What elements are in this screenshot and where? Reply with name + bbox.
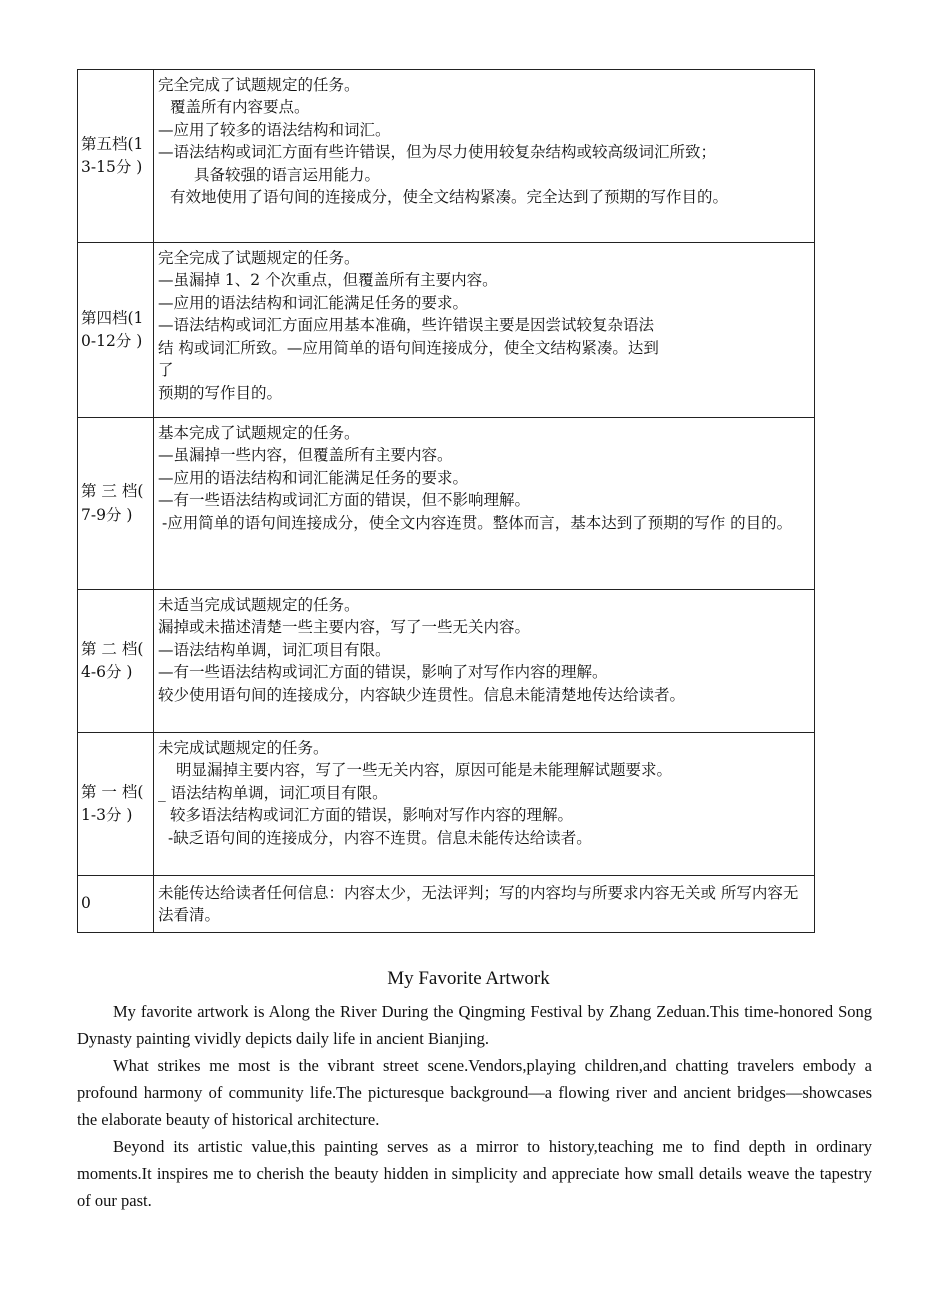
rubric-row-band-3 <box>78 418 815 590</box>
criterion-line: —语法结构单调，词汇项目有限。 <box>158 640 391 659</box>
band-label: 第五档(13-15分 ) <box>78 70 154 243</box>
criterion-line: —应用了较多的语法结构和词汇。 <box>158 120 391 139</box>
band-description <box>154 733 815 876</box>
criterion-line: 未完成试题规定的任务。 <box>158 739 329 757</box>
criterion-line: 较多语法结构或词汇方面的错误，影响对写作内容的理解。 <box>170 806 574 825</box>
band-description <box>154 590 815 733</box>
criterion-line: 完全完成了试题规定的任务。 <box>158 249 360 267</box>
criterion-line: 完全完成了试题规定的任务。 <box>158 76 360 94</box>
band-description <box>154 243 815 418</box>
criterion-line: 基本完成了试题规定的任务。 <box>158 424 360 442</box>
criterion-line: —语法结构或词汇方面有些许错误，但为尽力使用较复杂结构或较高级词汇所致； <box>158 143 717 162</box>
criterion-line: 预期的写作目的。 <box>158 383 283 402</box>
criterion-line: —应用的语法结构和词汇能满足任务的要求。 <box>158 293 469 312</box>
rubric-row-band-4 <box>78 243 815 418</box>
criterion-line: 漏掉或未描述清楚一些主要内容，写了一些无关内容。 <box>158 618 531 637</box>
band-description <box>154 70 815 243</box>
criterion-line: 了 <box>158 361 174 380</box>
criterion-line: 未能传达给读者任何信息：内容太少，无法评判；写的内容均与所要求内容无关或 所写内容无法看清。 <box>158 883 799 924</box>
rubric-row-band-1 <box>78 733 815 876</box>
rubric-row-band-5 <box>78 70 815 243</box>
criterion-line: 有效地使用了语句间的连接成分，使全文结构紧凑。完全达到了预期的写作目的。 <box>170 188 729 207</box>
band-label: 第四档(10-12分 ) <box>78 243 154 418</box>
criterion-line: 未适当完成试题规定的任务。 <box>158 596 360 614</box>
band-label: 0 <box>78 876 154 933</box>
scoring-rubric-table <box>77 69 815 933</box>
band-description <box>154 418 815 590</box>
criterion-line: —应用的语法结构和词汇能满足任务的要求。 <box>158 468 469 487</box>
essay-paragraph-2: What strikes me most is the vibrant street scene.Vendors,playing children,and chatting travelers embody a profound harmony of community life.The picturesque background—a flowing river and ancient bridges—showcases the elaborate beauty of historical architecture. <box>77 1056 872 1129</box>
band-label: 第 三 档( 7-9分 ) <box>78 418 154 590</box>
criterion-line: —语法结构或词汇方面应用基本准确，些许错误主要是因尝试较复杂语法 <box>158 316 655 335</box>
band-label: 第 二 档( 4-6分 ) <box>78 590 154 733</box>
essay-paragraph-1: My favorite artwork is Along the River During the Qingming Festival by Zhang Zeduan.This time-honored Song Dynasty painting vividly depicts daily life in ancient Bianjing. <box>77 1002 872 1048</box>
criterion-line: —有一些语法结构或词汇方面的错误，但不影响理解。 <box>158 491 531 510</box>
criterion-line: _ 语法结构单调，词汇项目有限。 <box>158 783 388 802</box>
criterion-line: -应用简单的语句间连接成分，使全文内容连贯。整体而言，基本达到了预期的写作 的目的。 <box>162 513 793 532</box>
sample-essay <box>77 964 872 1214</box>
criterion-line: 结 构或词汇所致。—应用简单的语句间连接成分，使全文结构紧凑。达到 <box>158 338 659 357</box>
criterion-line: -缺乏语句间的连接成分，内容不连贯。信息未能传达给读者。 <box>168 828 592 847</box>
criterion-line: —虽漏掉一些内容，但覆盖所有主要内容。 <box>158 446 453 465</box>
essay-title: My Favorite Artwork <box>387 968 550 989</box>
criterion-line: 较少使用语句间的连接成分，内容缺少连贯性。信息未能清楚地传达给读者。 <box>158 685 686 704</box>
criterion-line: —虽漏掉 1、2 个次重点，但覆盖所有主要内容。 <box>158 271 498 290</box>
criterion-line: —有一些语法结构或词汇方面的错误，影响了对写作内容的理解。 <box>158 663 608 682</box>
criterion-line: 明显漏掉主要内容，写了一些无关内容，原因可能是未能理解试题要求。 <box>176 761 673 780</box>
band-label: 第 一 档( 1-3分 ) <box>78 733 154 876</box>
criterion-line: 覆盖所有内容要点。 <box>170 98 310 117</box>
rubric-row-band-2 <box>78 590 815 733</box>
criterion-line: 具备较强的语言运用能力。 <box>194 165 381 184</box>
essay-paragraph-3: Beyond its artistic value,this painting serves as a mirror to history,teaching me to find depth in ordinary moments.It inspires me to cherish the beauty hidden in simplicity and appreciate how small details weave the tapestry of our past. <box>77 1137 872 1210</box>
rubric-row-band-0 <box>78 876 815 933</box>
band-description <box>154 876 815 933</box>
